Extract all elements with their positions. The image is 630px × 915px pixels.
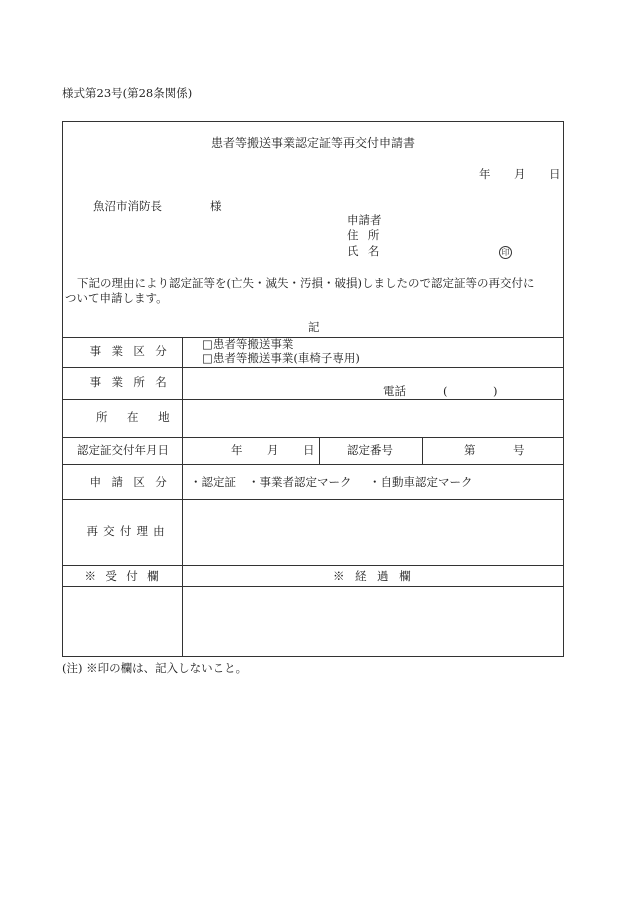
cert-number-label: 認定番号 [347,443,393,457]
location-label: 所在地 [95,410,190,424]
statement-line-2: ついて申請します。 [65,291,168,305]
date-year-label: 年 [479,167,491,181]
rule-8 [63,586,563,587]
cert-number-prefix: 第 [464,443,476,457]
reason-label: 再交付理由 [86,524,170,538]
rule-7 [63,565,563,566]
issue-date-label: 認定証交付年月日 [77,443,169,457]
seal-mark-icon: 印 [499,246,512,259]
issue-day-label: 日 [303,443,315,457]
form-number: 様式第23号(第28条関係) [62,86,193,100]
business-type-option-2[interactable]: □患者等搬送事業(車椅子専用) [202,351,360,365]
request-option-business-mark[interactable]: ・事業者認定マーク [248,475,352,489]
statement-line-1: 下記の理由により認定証等を(亡失・滅失・汚損・破損)しましたので認定証等の再交付に [77,276,535,290]
date-cert-divider [319,437,320,464]
rule-4 [63,437,563,438]
request-type-label: 申請区分 [89,475,178,489]
date-day-label: 日 [549,167,561,181]
office-name-label: 事業所名 [89,375,178,389]
applicant-label: 申請者 [347,213,382,227]
ki-label: 記 [308,320,320,334]
applicant-address-label: 住 所 [347,228,383,242]
date-month-label: 月 [514,167,526,181]
addressee-name: 魚沼市消防長 [93,199,162,213]
request-option-certificate[interactable]: ・認定証 [190,475,236,489]
rule-6 [63,499,563,500]
rule-2 [63,367,563,368]
progress-column-label: ※ 経 過 欄 [332,569,415,583]
business-type-label: 事業区分 [89,344,178,358]
rule-3 [63,399,563,400]
addressee-honorific: 様 [210,199,222,213]
cert-number-divider [422,437,423,464]
cert-number-suffix: 号 [513,443,525,457]
footnote: (注) ※印の欄は、記入しないこと。 [62,661,248,675]
business-type-option-1[interactable]: □患者等搬送事業 [202,337,294,351]
form-title: 患者等搬送事業認定証等再交付申請書 [210,136,415,150]
rule-5 [63,464,563,465]
issue-month-label: 月 [267,443,279,457]
phone-paren-close: ) [493,384,498,398]
request-option-vehicle-mark[interactable]: ・自動車認定マーク [369,475,473,489]
phone-label: 電話 [383,384,406,398]
application-form [62,121,564,657]
rule-1 [63,337,563,338]
issue-year-label: 年 [231,443,243,457]
phone-paren-open: ( [443,384,448,398]
applicant-name-label: 氏 名 [347,244,383,258]
reception-column-label: ※ 受 付 欄 [84,569,162,583]
